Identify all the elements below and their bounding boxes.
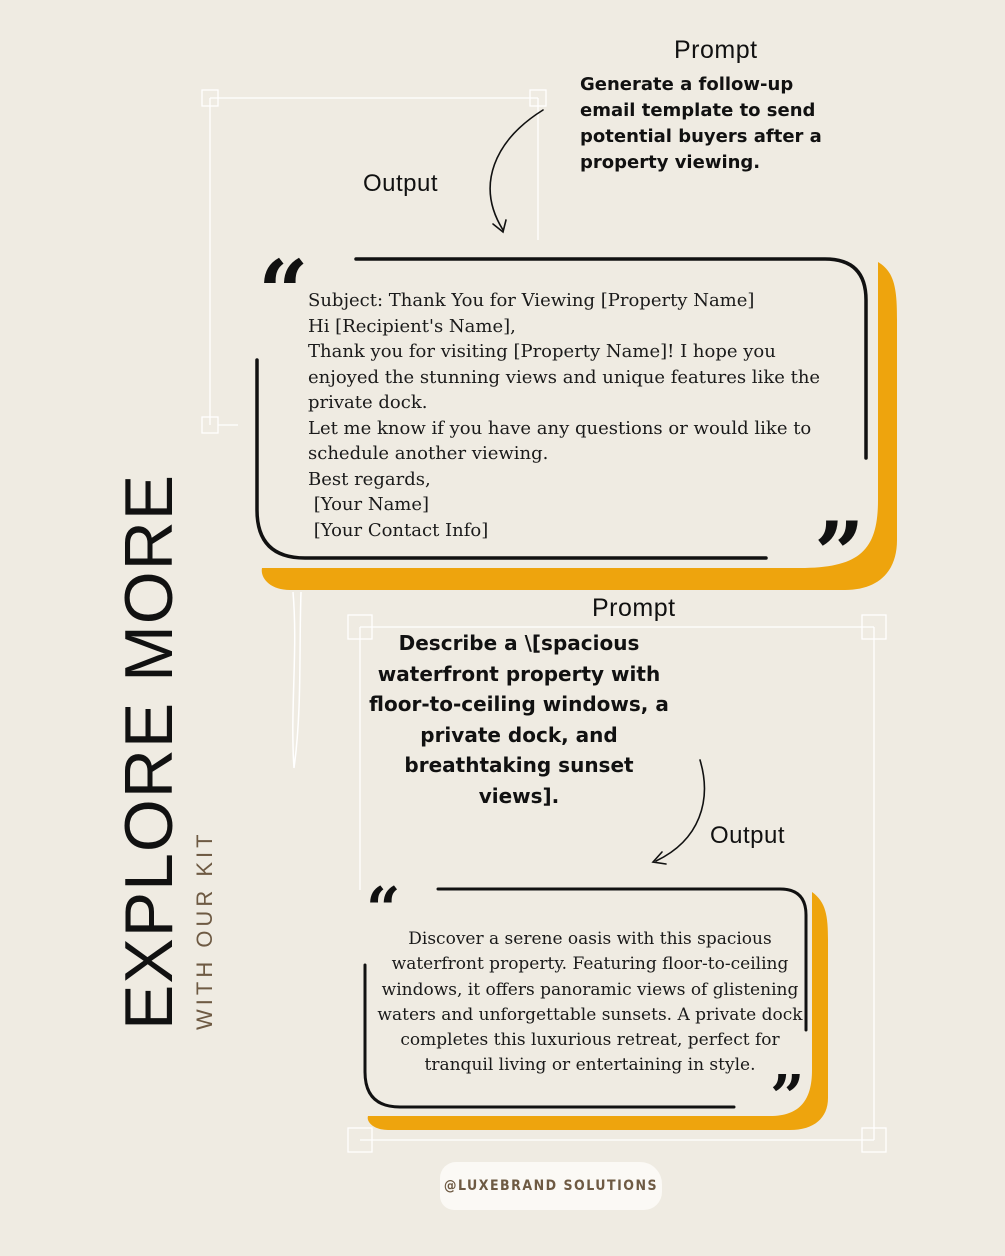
close-quote-icon: ”	[770, 1063, 805, 1133]
open-quote-icon: “	[258, 240, 309, 344]
output-line: Thank you for visiting [Property Name]! I hope you	[308, 341, 776, 362]
output-line: private dock.	[308, 392, 428, 413]
side-title: EXPLORE MORE	[111, 473, 187, 1030]
prompt-label-2: Prompt	[592, 594, 676, 622]
prompt-text-1: Generate a follow-up email template to send potential buyers after a property viewing.	[580, 74, 822, 173]
output-label-1: Output	[363, 170, 439, 197]
output-line: completes this luxurious retreat, perfect for	[400, 1030, 780, 1051]
output-line: waters and unforgettable sunsets. A private dock	[377, 1004, 803, 1025]
close-quote-icon: ”	[814, 502, 865, 606]
prompt-line: waterfront property with	[377, 661, 661, 686]
output-line: Discover a serene oasis with this spacious	[408, 929, 772, 949]
output-line: schedule another viewing.	[308, 443, 549, 464]
brand-handle-badge	[440, 1162, 662, 1210]
output-line: windows, it offers panoramic views of glistening	[381, 979, 799, 1000]
output-line: enjoyed the stunning views and unique features like the	[308, 366, 821, 388]
brand-handle-text: @LUXEBRAND SOLUTIONS	[443, 1178, 659, 1194]
output-label-2: Output	[710, 822, 786, 849]
output-line: Hi [Recipient's Name],	[308, 315, 516, 337]
prompt-text-2	[362, 628, 676, 811]
prompt-line: floor-to-ceiling windows, a	[369, 692, 669, 716]
output-line: [Your Contact Info]	[308, 519, 489, 541]
prompt-line: Describe a \[spacious	[398, 631, 640, 655]
output-text-2	[368, 927, 812, 1079]
output-line: waterfront property. Featuring floor-to-ceiling	[391, 954, 789, 975]
prompt-line: breathtaking sunset views].	[404, 753, 634, 808]
prompt-label-1: Prompt	[674, 36, 758, 64]
side-subtitle: WITH OUR KIT	[192, 830, 217, 1030]
output-line: tranquil living or entertaining in style.	[424, 1055, 756, 1076]
output-line: Best regards,	[308, 468, 431, 490]
output-text-1	[308, 288, 868, 543]
prompt-line: private dock, and	[420, 722, 618, 747]
output-line: Subject: Thank You for Viewing [Property Name]	[308, 290, 755, 311]
output-line: Let me know if you have any questions or would like to	[308, 417, 812, 439]
output-line: [Your Name]	[308, 494, 430, 515]
open-quote-icon: “	[366, 875, 401, 945]
